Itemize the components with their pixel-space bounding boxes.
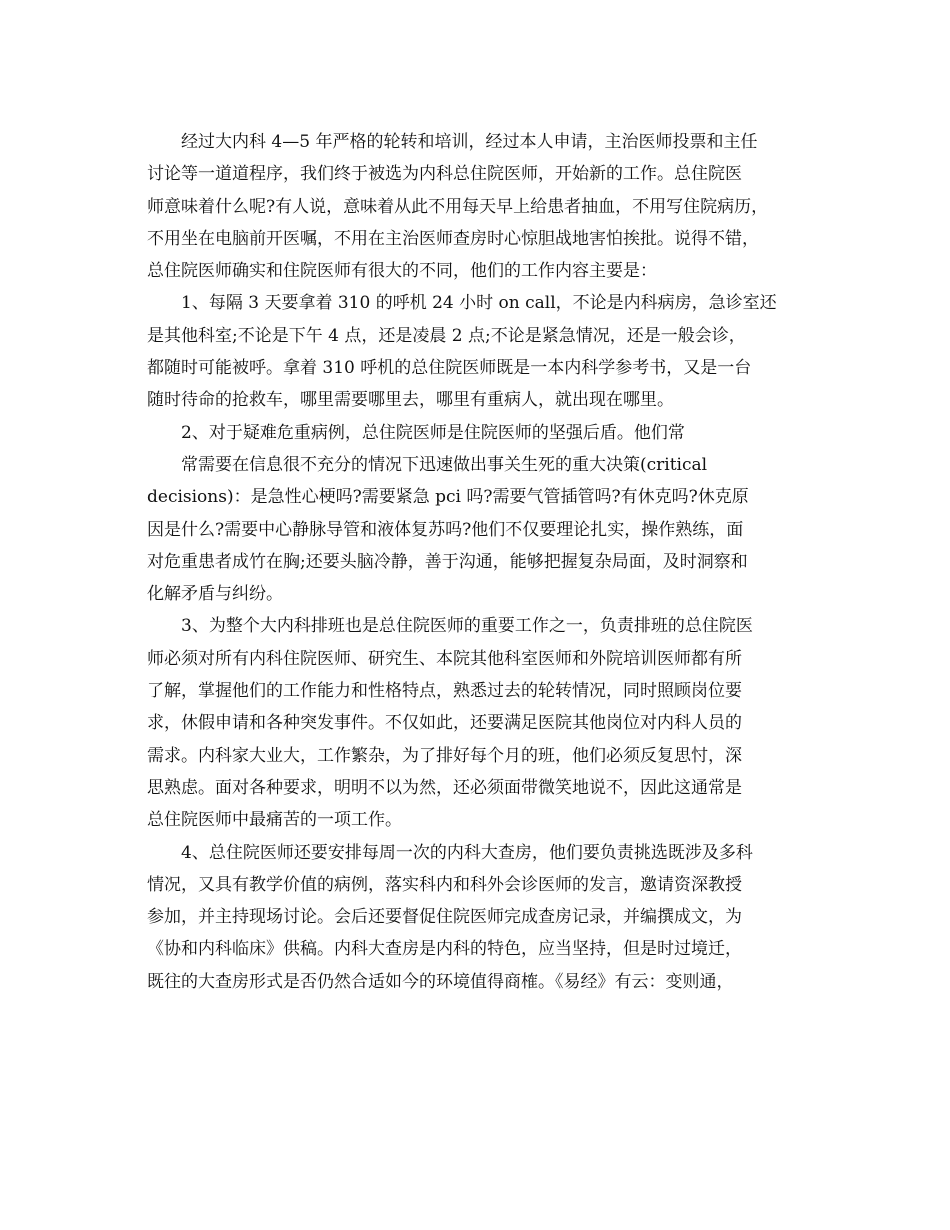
text-line: 总住院医师确实和住院医师有很大的不同，他们的工作内容主要是： (147, 261, 657, 282)
text-line: 常需要在信息很不充分的情况下迅速做出事关生死的重大决策(critical (181, 454, 708, 475)
text-line: 求，休假申请和各种突发事件。不仅如此，还要满足医院其他岗位对内科人员的 (147, 713, 742, 734)
text-line: 既往的大查房形式是否仍然合适如今的环境值得商榷。《易经》有云：变则通， (147, 971, 734, 992)
text-line: 因是什么?需要中心静脉导管和液体复苏吗?他们不仅要理论扎实，操作熟练，面 (147, 519, 744, 540)
text-line: 2、对于疑难危重病例，总住院医师是住院医师的坚强后盾。他们常 (181, 422, 685, 443)
text-line: decisions)：是急性心梗吗?需要紧急 pci 吗?需要气管插管吗?有休克吗?休克原 (147, 487, 749, 508)
text-line: 经过大内科 4—5 年严格的轮转和培训，经过本人申请，主治医师投票和主任 (181, 132, 758, 152)
text-line: 3、为整个大内科排班也是总住院医师的重要工作之一，负责排班的总住院医 (181, 616, 753, 637)
text-line: 师意味着什么呢?有人说，意味着从此不用每天早上给患者抽血，不用写住院病历， (147, 196, 769, 217)
text-line: 思熟虑。面对各种要求，明明不以为然，还必须面带微笑地说不，因此这通常是 (147, 777, 742, 798)
text-line: 《协和内科临床》供稿。内科大查房是内科的特色，应当坚持，但是时过境迁， (147, 939, 742, 960)
text-line: 4、总住院医师还要安排每周一次的内科大查房，他们要负责挑选既涉及多科 (181, 842, 753, 863)
text-line: 情况，又具有教学价值的病例，落实科内和科外会诊医师的发言，邀请资深教授 (147, 874, 742, 895)
text-line: 1、每隔 3 天要拿着 310 的呼机 24 小时 on call，不论是内科病房，急诊室还 (181, 293, 777, 314)
text-line: 化解矛盾与纠纷。 (147, 584, 283, 605)
text-line: 不用坐在电脑前开医嘱，不用在主治医师查房时心惊胆战地害怕挨批。说得不错， (147, 228, 759, 249)
text-line: 参加，并主持现场讨论。会后还要督促住院医师完成查房记录，并编撰成文，为 (147, 907, 742, 928)
text-line: 是其他科室;不论是下午 4 点，还是凌晨 2 点;不论是紧急情况，还是一般会诊， (147, 325, 746, 346)
text-line: 对危重患者成竹在胸;还要头脑冷静，善于沟通，能够把握复杂局面，及时洞察和 (147, 551, 748, 572)
text-line: 讨论等一道道程序，我们终于被选为内科总住院医师，开始新的工作。总住院医 (147, 164, 742, 185)
text-line: 了解，掌握他们的工作能力和性格特点，熟悉过去的轮转情况，同时照顾岗位要 (147, 681, 742, 702)
text-line: 总住院医师中最痛苦的一项工作。 (147, 810, 402, 831)
text-line: 需求。内科家大业大，工作繁杂，为了排好每个月的班，他们必须反复思忖，深 (147, 745, 742, 766)
text-line: 师必须对所有内科住院医师、研究生、本院其他科室医师和外院培训医师都有所 (147, 648, 742, 669)
body-text (147, 126, 827, 998)
text-line: 都随时可能被呼。拿着 310 呼机的总住院医师既是一本内科学参考书，又是一台 (147, 358, 752, 379)
text-line: 随时待命的抢救车，哪里需要哪里去，哪里有重病人，就出现在哪里。 (147, 390, 674, 411)
